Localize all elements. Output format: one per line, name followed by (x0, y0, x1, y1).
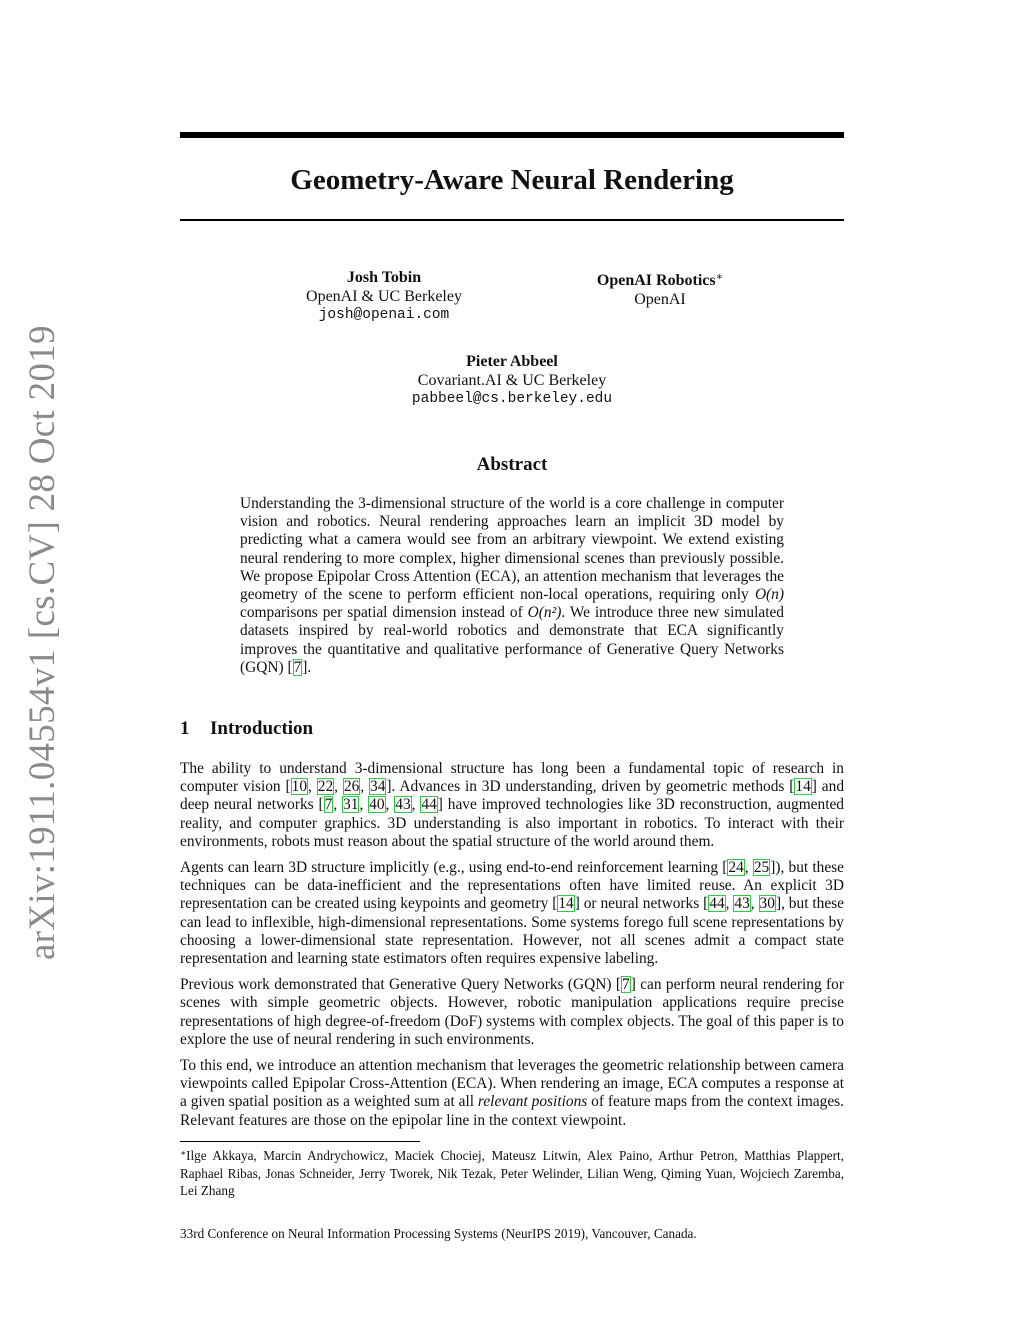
paragraph: The ability to understand 3-dimensional structure has long been a fundamental topic of research in computer vision [10, 22, 26, 34]. Advances in 3D understanding, driven by geometric methods [14] and deep neural networks [7, 31, 40, 43, 44] have improved technologies like 3D reconstruction, augmented reality, and computer graphics. 3D understanding is also important in robotics. To interact with their environments, robots must reason about the spatial structure of the world around them. (180, 760, 845, 850)
paragraph: Agents can learn 3D structure implicitly (e.g., using end-to-end reinforcement learning [24, 25]), but these techniques can be data-inefficient and the representations often have limited reuse. An explicit 3D representation can be created using keypoints and geometry [14] or neural networks [44, 43, 30], but these can lead to inflexible, high-dimensional representations. Some systems forego full scene representations by choosing a lower-dimensional state representation. However, not all scenes admit a compact state representation and learning state estimators often requires expensive labeling. (180, 859, 844, 968)
citation-link[interactable]: 24 (728, 859, 744, 877)
footnote-text: Ilge Akkaya, Marcin Andrychowicz, Maciek Chociej, Mateusz Litwin, Alex Paino, Arthur Petron, Matthias Plappert, Raphael Ribas, Jonas Schneider, Jerry Tworek, Nik Tezak, Peter Welinder, Lilian Weng, Qiming Yuan, Wojciech Zaremba, Lei Zhang (180, 1148, 844, 1198)
author-affiliation: Covariant.AI & UC Berkeley (417, 372, 607, 389)
math-complexity: O(n) (754, 586, 784, 604)
paper-title: Geometry-Aware Neural Rendering (290, 164, 734, 196)
citation-link[interactable]: 31 (343, 796, 359, 814)
citation-link[interactable]: 34 (370, 778, 386, 796)
author-name: Josh Tobin (346, 269, 422, 286)
author-block (540, 268, 780, 309)
citation-link[interactable]: 7 (324, 796, 333, 814)
section-title: Introduction (210, 718, 314, 739)
introduction-body (180, 760, 844, 1138)
footnote (180, 1145, 844, 1200)
author-affiliation: OpenAI & UC Berkeley (306, 288, 462, 305)
section-heading (180, 716, 844, 742)
title-bottom-rule (180, 219, 844, 221)
author-block (352, 352, 672, 409)
arxiv-identifier-stamp: arXiv:1911.04554v1 [cs.CV] 28 Oct 2019 (22, 325, 63, 960)
citation-link[interactable]: 43 (734, 895, 750, 913)
citation-link[interactable]: 14 (795, 778, 811, 796)
citation-link[interactable]: 44 (709, 895, 725, 913)
citation-link[interactable]: 10 (291, 778, 308, 796)
abstract-heading: Abstract (476, 454, 548, 475)
author-email[interactable]: pabbeel@cs.berkeley.edu (411, 391, 613, 407)
footnote-mark: ∗ (715, 271, 724, 283)
abstract-text: Understanding the 3-dimensional structure of the world is a core challenge in computer vision and robotics. Neural rendering approaches learn an implicit 3D model by predicting what a camera would see from an arbitrary viewpoint. We extend existing neural rendering to more complex, higher dimensional scenes than previously possible. We propose Epipolar Cross Attention (ECA), an attention mechanism that leverages the geometry of the scene to perform efficient non-local operations, requiring only O(n) comparisons per spatial dimension instead of O(n²). We introduce three new simulated datasets inspired by real-world robotics and demonstrate that ECA significantly improves the quantitative and qualitative performance of Generative Query Networks (GQN) [7]. (240, 495, 784, 676)
citation-link[interactable]: 26 (343, 778, 360, 796)
citation-link[interactable]: 40 (369, 796, 385, 814)
emphasis: relevant positions (477, 1093, 588, 1111)
citation-link[interactable]: 30 (759, 895, 775, 913)
author-block (264, 268, 504, 325)
citation-link[interactable]: 14 (558, 895, 574, 913)
author-affiliation: OpenAI (634, 291, 686, 308)
citation-link[interactable]: 22 (317, 778, 334, 796)
author-name: Pieter Abbeel (466, 353, 558, 370)
author-email[interactable]: josh@openai.com (318, 307, 450, 323)
paragraph: Previous work demonstrated that Generative Query Networks (GQN) [7] can perform neural rendering for scenes with simple geometric objects. However, robotic manipulation applications require precise representations of high degree-of-freedom (DoF) systems with complex objects. The goal of this paper is to explore the use of neural rendering in such environments. (180, 976, 844, 1048)
citation-link[interactable]: 44 (421, 796, 437, 814)
citation-link[interactable]: 7 (622, 976, 630, 994)
footnote-rule (180, 1141, 420, 1142)
conference-notice: 33rd Conference on Neural Information Processing Systems (NeurIPS 2019), Vancouver, Canada. (180, 1226, 697, 1241)
citation-link[interactable]: 7 (293, 658, 302, 676)
section-number: 1 (180, 718, 190, 739)
paragraph: To this end, we introduce an attention mechanism that leverages the geometric relationship between camera viewpoints called Epipolar Cross-Attention (ECA). When rendering an image, ECA computes a response at a given spatial position as a weighted sum at all relevant positions of feature maps from the context images. Relevant features are those on the epipolar line in the context viewpoint. (180, 1057, 844, 1129)
citation-link[interactable]: 43 (395, 796, 411, 814)
footnote-mark: ∗ (180, 1148, 187, 1158)
math-complexity: O(n²) (527, 604, 562, 622)
citation-link[interactable]: 25 (753, 859, 770, 877)
author-name: OpenAI Robotics∗ (596, 271, 724, 289)
title-top-rule (180, 132, 844, 138)
